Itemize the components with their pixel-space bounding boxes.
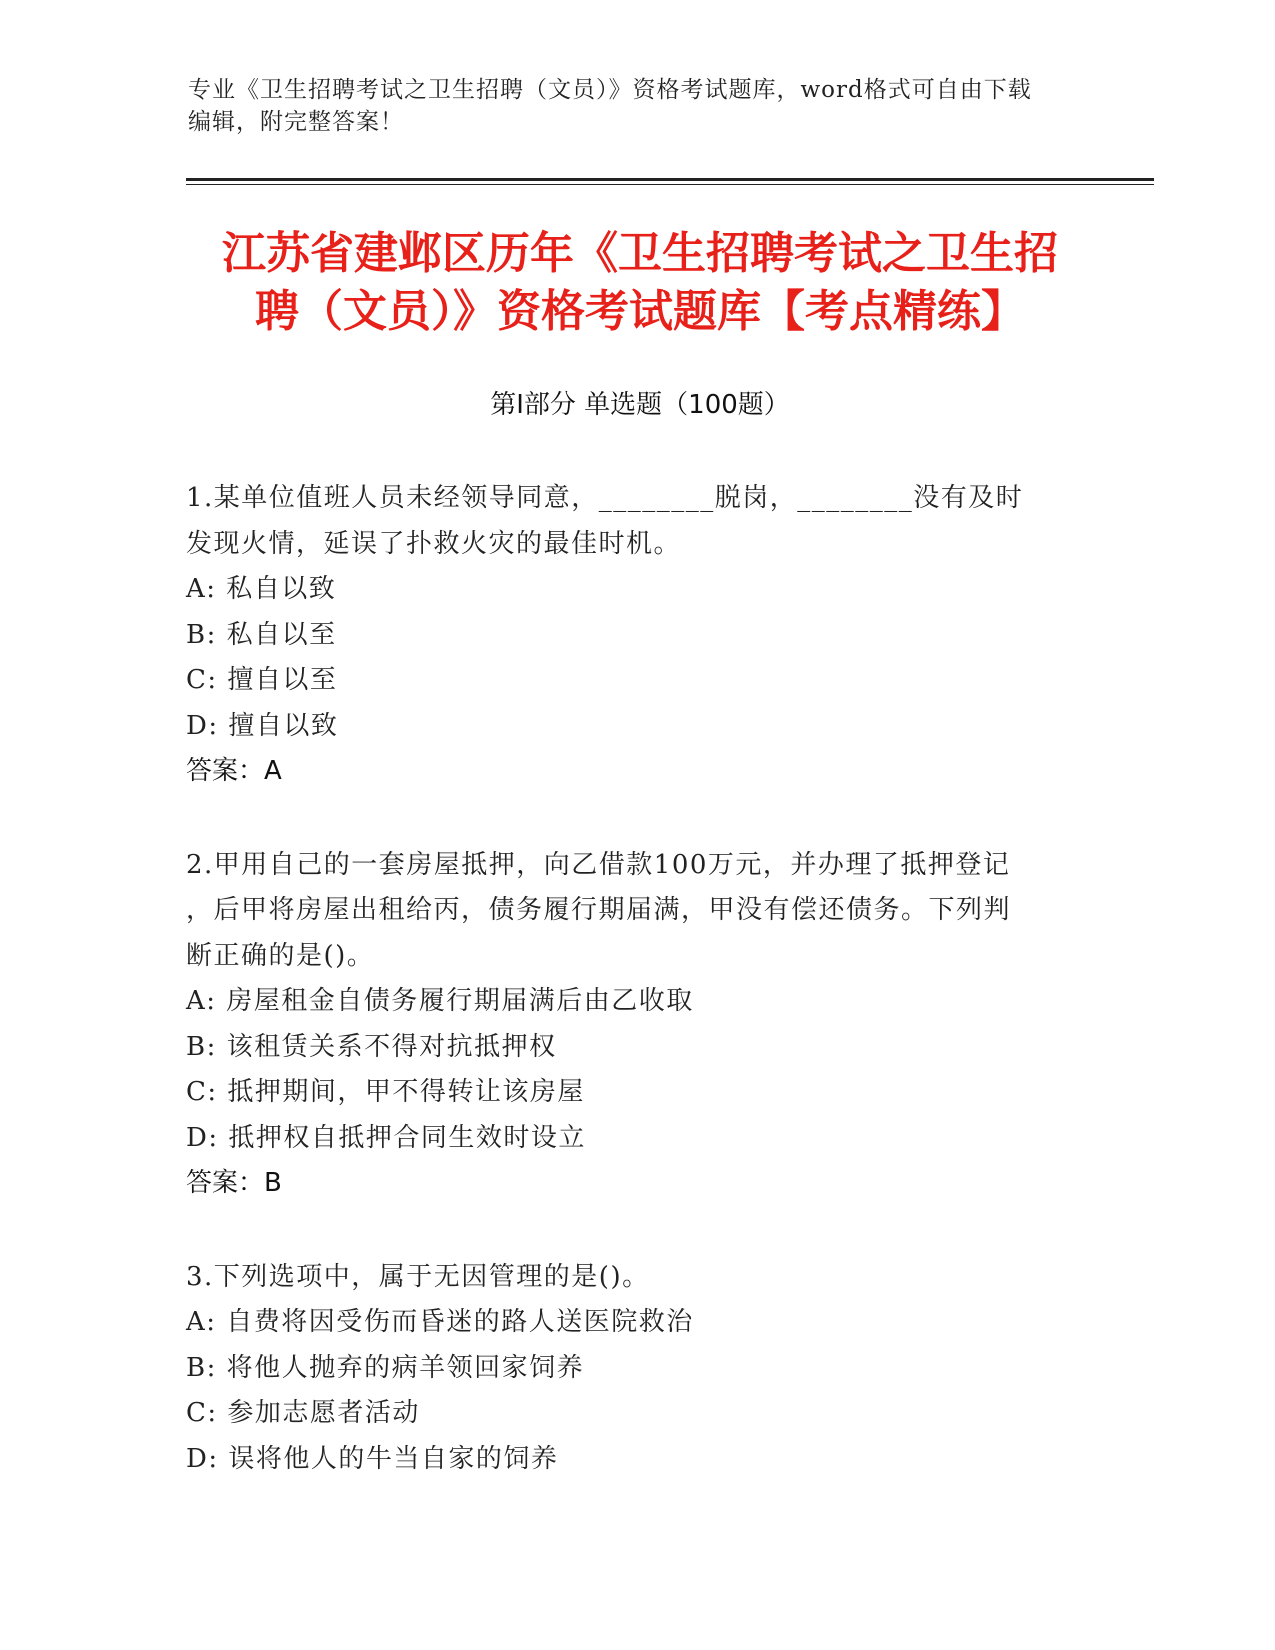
question-stem-line: 1.某单位值班人员未经领导同意，________脱岗，________没有及时	[186, 483, 1024, 513]
header-note-line-1: 专业《卫生招聘考试之卫生招聘（文员）》资格考试题库，word格式可自由下载	[188, 77, 1032, 103]
question-2	[186, 843, 1086, 1207]
question-stem-line: 3.下列选项中，属于无因管理的是()。	[186, 1261, 650, 1292]
document-title	[160, 225, 1120, 341]
document-title-line-1: 江苏省建邺区历年《卫生招聘考试之卫生招	[222, 228, 1058, 279]
question-1	[186, 476, 1086, 795]
answer-label: 答案：B	[186, 1168, 282, 1198]
option-b: B: 将他人抛弃的病羊领回家饲养	[186, 1352, 585, 1383]
header-note-line-2: 编辑，附完整答案！	[188, 109, 404, 135]
question-list	[186, 476, 1086, 1530]
option-c: C: 参加志愿者活动	[186, 1398, 420, 1428]
question-stem-line: ，后甲将房屋出租给丙，债务履行期届满，甲没有偿还债务。下列判	[186, 895, 1012, 925]
option-d: D: 误将他人的牛当自家的饲养	[186, 1443, 559, 1474]
document-title-line-2: 聘（文员）》资格考试题库【考点精练】	[255, 286, 1025, 337]
header-divider-thin	[186, 184, 1154, 185]
option-c: C: 擅自以至	[186, 665, 338, 695]
question-stem-line: 发现火情，延误了扑救火灾的最佳时机。	[186, 528, 682, 559]
option-b: B: 该租赁关系不得对抗抵押权	[186, 1031, 557, 1062]
option-a: A: 房屋租金自债务履行期届满后由乙收取	[186, 986, 694, 1016]
option-d: D: 抵押权自抵押合同生效时设立	[186, 1122, 586, 1153]
question-3	[186, 1255, 1086, 1483]
header-note	[188, 74, 1088, 138]
question-stem-line: 2.甲用自己的一套房屋抵押，向乙借款100万元，并办理了抵押登记	[186, 849, 1011, 880]
answer-label: 答案：A	[186, 756, 282, 786]
header-divider-thick	[186, 178, 1154, 181]
option-d: D: 擅自以致	[186, 710, 339, 741]
option-c: C: 抵押期间，甲不得转让该房屋	[186, 1077, 585, 1107]
section-heading: 第I部分 单选题（100题）	[490, 390, 790, 420]
option-a: A: 私自以致	[186, 574, 337, 604]
question-stem-line: 断正确的是()。	[186, 940, 375, 971]
option-b: B: 私自以至	[186, 619, 337, 650]
option-a: A: 自费将因受伤而昏迷的路人送医院救治	[186, 1307, 694, 1337]
